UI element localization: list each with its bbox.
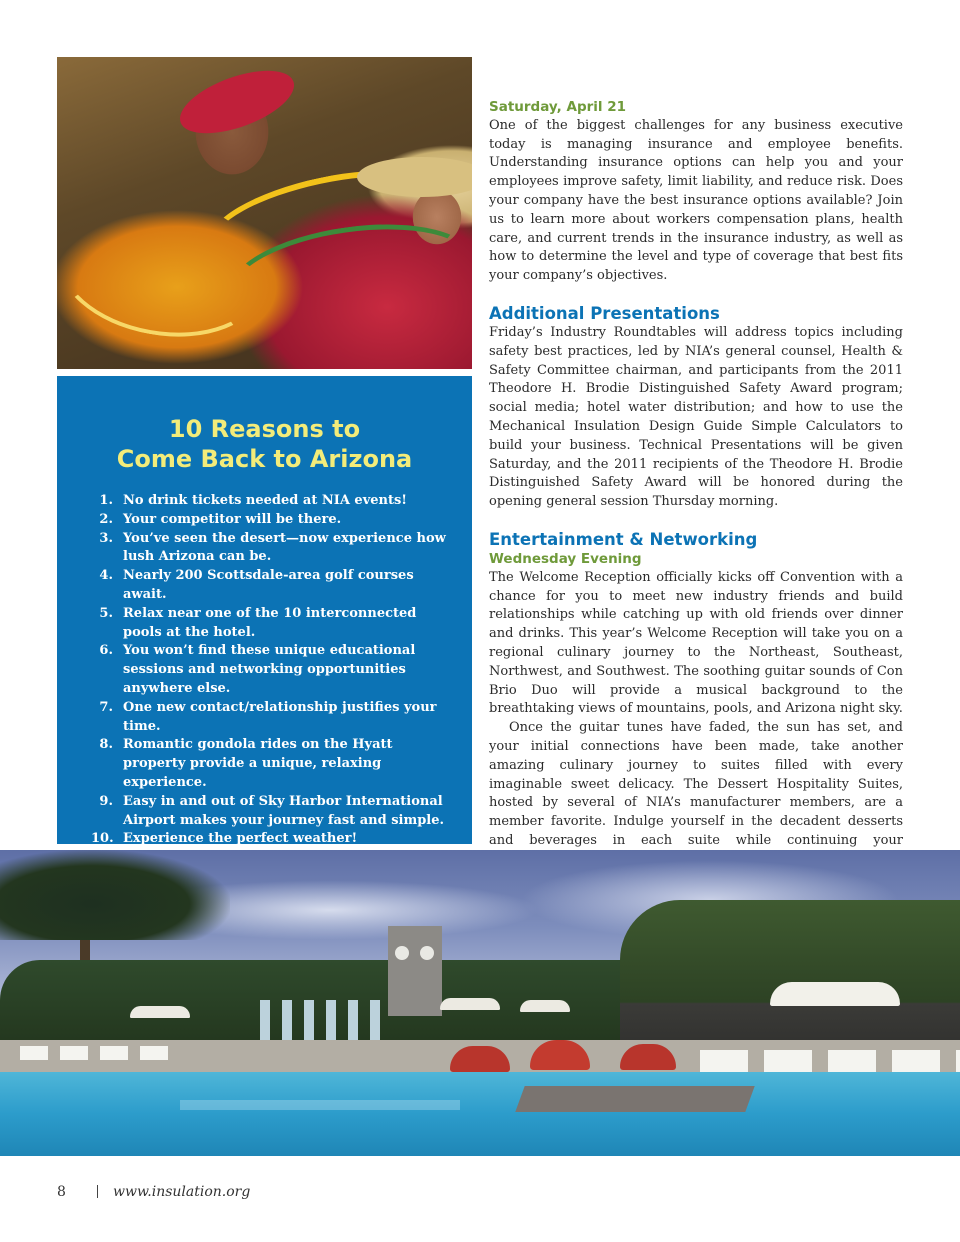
list-item: 2. Your competitor will be there. [99,511,342,527]
list-item: 3. You’ve seen the desert—now experience how lush Arizona can be. [99,530,446,565]
list-item: 7. One new contact/relationship justifies your time. [99,699,437,734]
list-item: 5. Relax near one of the 10 interconnected pools at the hotel. [99,605,417,640]
article-column [489,98,903,869]
list-item: 10. Experience the perfect weather! [91,831,358,847]
reasons-list [91,492,451,849]
list-item: 8. Romantic gondola rides on the Hyatt property provide a unique, relaxing experience. [99,737,393,790]
entertainment-body-2: Once the guitar tunes have faded, the sun has set, and your initial connections have been made, take another amazing culinary journey to suites filled with every imaginable sweet delicacy. The Dessert Hospitality Suites, hosted by several of NIA’s manufacturer members, are a member favorite. Indulge yourself in the decadent desserts and beverages in each suite while continuing your [489,720,903,848]
saturday-heading: Saturday, April 21 [489,99,627,115]
additional-body: Friday’s Industry Roundtables will address topics including safety best practices, led by NIA’s general counsel, Health & Safety Committee chairman, and participants from the 2011 Theodore H. Brodie Distinguished Safety Award program; social media; hotel water distribution; and how to use the Mechanical Insulation Design Guide Simple Calculators to build your business. Technical Presentations will be given Saturday, and the 2011 recipients of the Theodore H. Brodie Distinguished Safety Award will be honored during the opening general session Thursday morning. [489,324,903,510]
reasons-title: 10 Reasons to Come Back to Arizona [116,415,413,473]
footer-divider [97,1185,98,1198]
list-item: 9. Easy in and out of Sky Harbor International Airport makes your journey fast and simple. [99,793,445,828]
entertainment-subheading: Wednesday Evening [489,550,642,567]
list-item: 4. Nearly 200 Scottsdale-area golf courses await. [99,568,414,602]
reasons-box [57,376,472,847]
saturday-body: One of the biggest challenges for any business executive today is managing insurance and employee benefits. Understanding insurance options can help you and your employees improve safety, limit liability, and reduce risk. Does your company have the best insurance options available? Join us to learn more about workers compensation plans, health care, and current trends in the insurance industry, as well as how to determine the level and type of coverage that best fits your company’s objectives. [489,117,903,284]
list-item: 1. No drink tickets needed at NIA events! [99,493,408,508]
pool-photo [0,850,960,1156]
additional-heading: Additional Presentations [489,303,720,323]
dancers-photo [57,57,472,369]
list-item: 6. You won’t find these unique educational sessions and networking opportunities anywhere else. [99,643,416,696]
entertainment-body-1: The Welcome Reception officially kicks off Convention with a chance for you to meet new industry friends and build relationships while catching up with old friends over dinner and drinks. This year’s Welcome Reception will take you on a regional culinary journey to the Northeast, Southeast, Northwest, and Southwest. The soothing guitar sounds of Con Brio Duo will provide a musical background to the breathtaking views of mountains, pools, and Arizona night sky. [489,569,903,717]
entertainment-heading: Entertainment & Networking [489,529,758,549]
website-link[interactable]: www.insulation.org [113,1184,251,1200]
page-number: 8 [57,1184,66,1200]
